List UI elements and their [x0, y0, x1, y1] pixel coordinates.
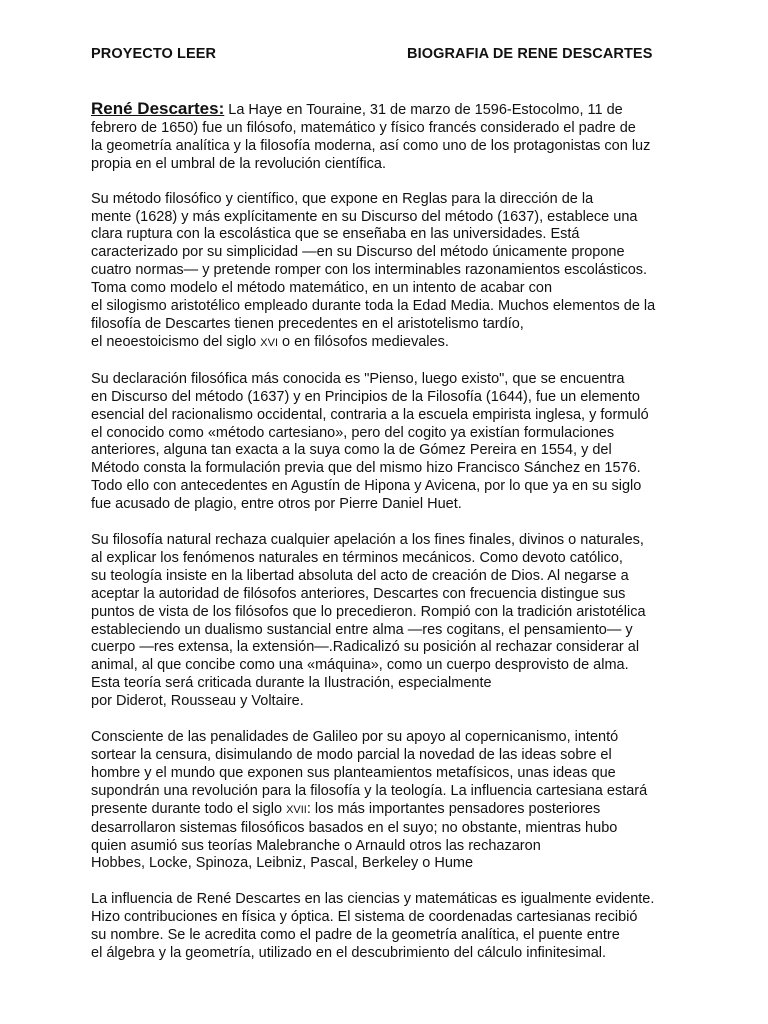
- header-project-title: PROYECTO LEER: [91, 46, 217, 62]
- text-line: aceptar la autoridad de filósofos anteriores, Descartes con frecuencia distingue sus: [91, 585, 626, 602]
- text-line: desarrollaron sistemas filosóficos basados en el suyo; no obstante, mientras hubo: [91, 819, 618, 836]
- text-line: el álgebra y la geometría, utilizado en el descubrimiento del cálculo infinitesimal.: [91, 945, 607, 962]
- text-line: filosofía de Descartes tienen precedentes en el aristotelismo tardío,: [91, 315, 524, 332]
- paragraph-method: [91, 191, 683, 353]
- text-line: presente durante todo el siglo XVII: los más importantes pensadores posteriores: [91, 800, 601, 817]
- paragraph-cogito: [91, 371, 683, 514]
- century-numeral: XVI: [260, 336, 278, 349]
- text-line: el neoestoicismo del siglo XVI o en filósofos medievales.: [91, 333, 449, 350]
- text-line: por Diderot, Rousseau y Voltaire.: [91, 693, 304, 710]
- text-line: en Discurso del método (1637) y en Principios de la Filosofía (1644), fue un elemento: [91, 388, 640, 405]
- text-line: Su filosofía natural rechaza cualquier apelación a los fines finales, divinos o naturales,: [91, 532, 644, 549]
- text-line: supondrán una revolución para la filosofía y la teología. La influencia cartesiana estará: [91, 782, 648, 799]
- text-line: la geometría analítica y la filosofía moderna, así como uno de los protagonistas con luz: [91, 137, 651, 154]
- text-line: cuerpo —res extensa, la extensión—.Radicalizó su posición al rechazar considerar al: [91, 639, 640, 656]
- text-line: febrero de 1650) fue un filósofo, matemático y físico francés considerado el padre de: [91, 119, 636, 136]
- subject-name: René Descartes:: [91, 99, 225, 118]
- paragraph-intro: [91, 100, 683, 174]
- text-line: quien asumió sus teorías Malebranche o Arnauld otros las rechazaron: [91, 837, 541, 854]
- text-line: sortear la censura, disimulando de modo parcial la novedad de las ideas sobre el: [91, 747, 612, 763]
- text-line: caracterizado por su simplicidad —en su Discurso del método únicamente propone: [91, 244, 625, 261]
- text-line: fue acusado de plagio, entre otros por Pierre Daniel Huet.: [91, 496, 462, 513]
- text-line: clara ruptura con la escolástica que se enseñaba en las universidades. Está: [91, 226, 580, 243]
- text-line: esencial del racionalismo occidental, contraria a la escuela empirista inglesa, y formuló: [91, 406, 649, 423]
- biography-body: [91, 100, 683, 981]
- paragraph-natural-philosophy: [91, 532, 683, 711]
- text-line: René Descartes: La Haye en Touraine, 31 de marzo de 1596-Estocolmo, 11 de: [91, 99, 623, 118]
- text-line: Hobbes, Locke, Spinoza, Leibniz, Pascal, Berkeley o Hume: [91, 855, 474, 872]
- text-line: puntos de vista de los filósofos que lo precedieron. Rompió con la tradición aristotélica: [91, 603, 646, 620]
- text-line: Su método filosófico y científico, que expone en Reglas para la dirección de la: [91, 190, 594, 207]
- century-numeral: XVII: [286, 803, 307, 816]
- paragraph-galileo: [91, 729, 683, 873]
- text-line: Toma como modelo el método matemático, en un intento de acabar con: [91, 280, 553, 297]
- text-line: propia en el umbral de la revolución científica.: [91, 155, 386, 172]
- text-line: al explicar los fenómenos naturales en términos mecánicos. Como devoto católico,: [91, 549, 623, 566]
- text-line: el silogismo aristotélico empleado durante toda la Edad Media. Muchos elementos de la: [91, 298, 656, 315]
- paragraph-science-influence: [91, 891, 683, 963]
- text-line: Todo ello con antecedentes en Agustín de Hipona y Avicena, por lo que ya en su siglo: [91, 478, 642, 495]
- text-line: Método consta la formulación previa que del mismo hizo Francisco Sánchez en 1576.: [91, 460, 641, 477]
- header-document-title: BIOGRAFIA DE RENE DESCARTES: [407, 46, 653, 62]
- text-line: Hizo contribuciones en física y óptica. El sistema de coordenadas cartesianas recibió: [91, 909, 638, 926]
- text-line: Su declaración filosófica más conocida es "Pienso, luego existo", que se encuentra: [91, 370, 625, 387]
- text-line: animal, al que concibe como una «máquina», como un cuerpo desprovisto de alma.: [91, 657, 629, 674]
- text-line: su teología insiste en la libertad absoluta del acto de creación de Dios. Al negarse a: [91, 567, 629, 584]
- text-line: mente (1628) y más explícitamente en su Discurso del método (1637), establece una: [91, 208, 638, 225]
- text-line: hombre y el mundo que exponen sus planteamientos metafísicos, unas ideas que: [91, 764, 616, 781]
- text-line: Esta teoría será criticada durante la Ilustración, especialmente: [91, 675, 492, 692]
- text-line: estableciendo un dualismo sustancial entre alma —res cogitans, el pensamiento— y: [91, 621, 633, 638]
- text-line: La influencia de René Descartes en las ciencias y matemáticas es igualmente evidente.: [91, 891, 655, 908]
- text-line: Consciente de las penalidades de Galileo por su apoyo al copernicanismo, intentó: [91, 729, 619, 746]
- text-line: el conocido como «método cartesiano», pero del cogito ya existían formulaciones: [91, 424, 615, 441]
- text-line: cuatro normas— y pretende romper con los interminables razonamientos escolásticos.: [91, 262, 648, 279]
- text-line: anteriores, alguna tan exacta a la suya como la de Gómez Pereira en 1554, y del: [91, 442, 612, 459]
- text-line: su nombre. Se le acredita como el padre de la geometría analítica, el puente entre: [91, 927, 620, 944]
